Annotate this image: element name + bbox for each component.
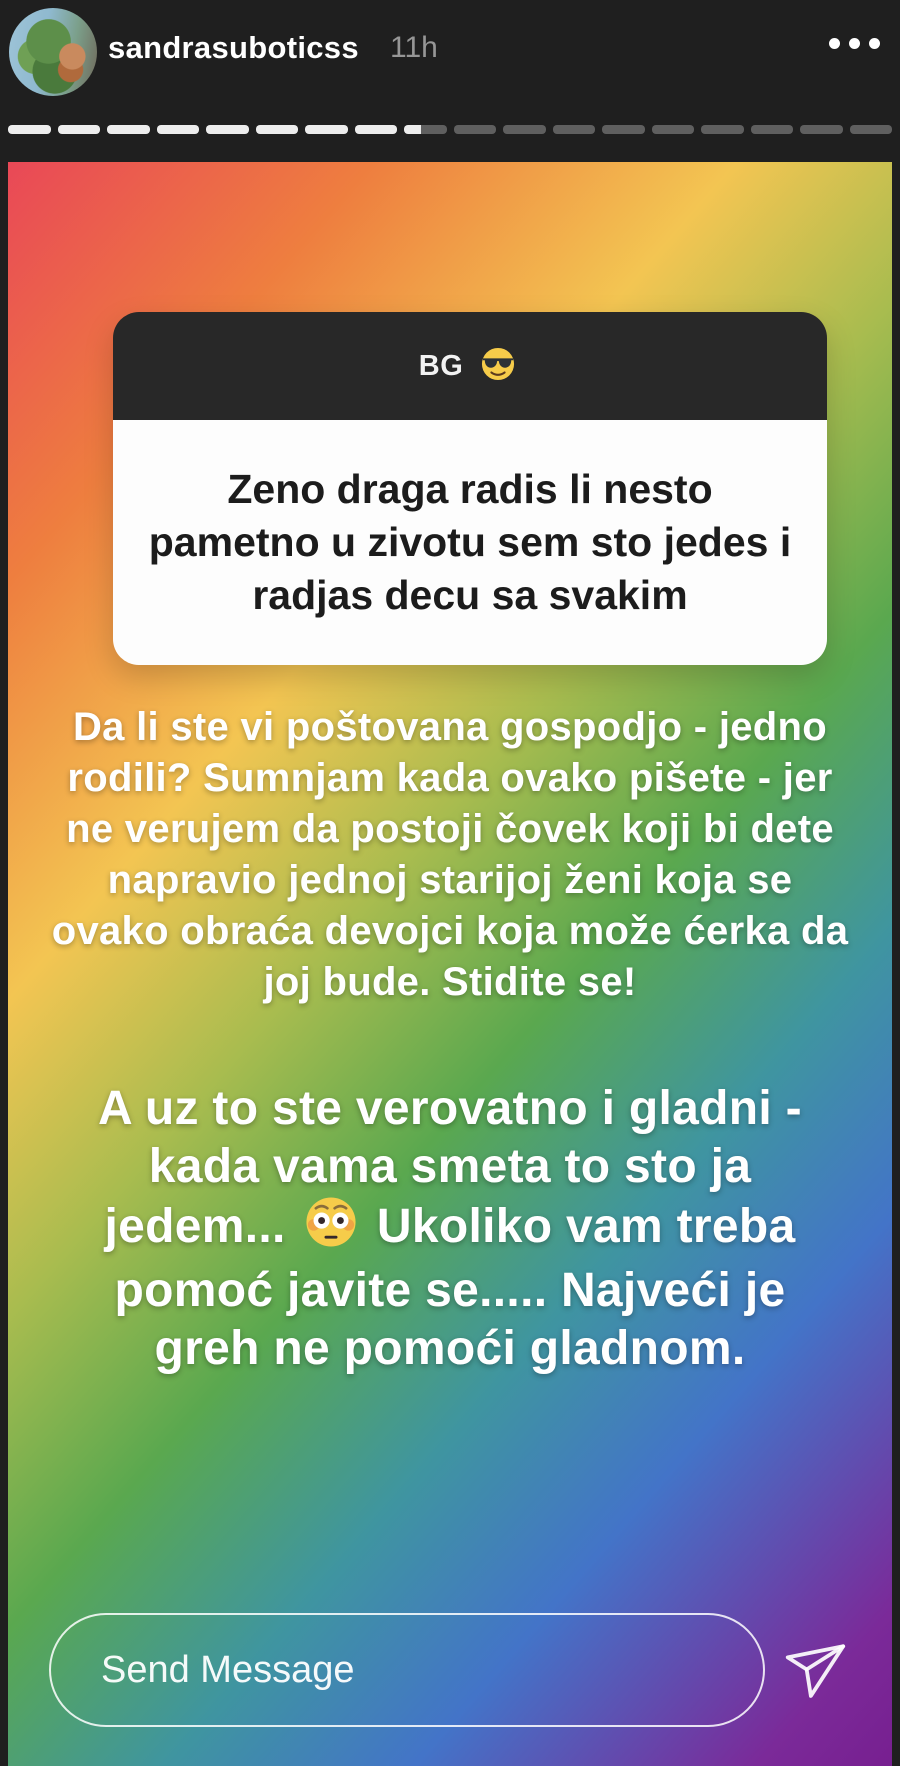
progress-segment	[355, 125, 398, 134]
paper-plane-icon	[777, 1634, 847, 1707]
send-message-input[interactable]	[49, 1613, 765, 1727]
progress-segment	[256, 125, 299, 134]
sunglasses-emoji-icon	[481, 347, 515, 386]
username[interactable]: sandrasuboticss	[108, 30, 359, 65]
story-viewport[interactable]	[8, 162, 892, 1766]
question-sticker-body	[113, 420, 827, 665]
progress-segment	[157, 125, 200, 134]
progress-segment	[305, 125, 348, 134]
progress-segment	[652, 125, 695, 134]
progress-segment	[503, 125, 546, 134]
progress-segment	[800, 125, 843, 134]
question-prompt-label: BG	[418, 349, 464, 382]
progress-segment	[553, 125, 596, 134]
flushed-emoji-icon	[305, 1196, 357, 1262]
direct-share-button[interactable]	[776, 1634, 848, 1706]
story-timestamp: 11h	[390, 31, 438, 64]
story-reply-text-1: Da li ste vi poštovana gospodjo - jedno rodili? Sumnjam kada ovako pišete - jer ne verujem da postoji čovek koji bi dete napravio jednoj starijoj ženi koja se ovako obraća devojci koja može ćerka da joj bude. Stidite se!	[51, 705, 849, 1004]
three-dots-menu-icon[interactable]	[829, 38, 880, 49]
question-text: Zeno draga radis li nesto pametno u zivotu sem sto jedes i radjas decu sa svakim	[148, 466, 792, 618]
question-sticker[interactable]	[113, 312, 827, 665]
progress-segment	[602, 125, 645, 134]
progress-segment	[701, 125, 744, 134]
progress-segment	[107, 125, 150, 134]
progress-segment	[8, 125, 51, 134]
progress-segment	[850, 125, 893, 134]
progress-segment	[751, 125, 794, 134]
progress-segment	[404, 125, 447, 134]
send-message-placeholder: Send Message	[101, 1648, 355, 1691]
progress-segment	[454, 125, 497, 134]
story-progress-bar	[8, 125, 892, 134]
progress-segment	[206, 125, 249, 134]
avatar[interactable]	[9, 8, 97, 96]
question-sticker-header	[113, 312, 827, 420]
progress-segment	[58, 125, 101, 134]
story-reply-text-2: A uz to ste verovatno i gladni - kada vama smeta to sto ja jedem... Ukoliko vam treba pomoć javite se..... Najveći je greh ne pomoći gladnom.	[98, 1082, 802, 1375]
story-header	[0, 0, 900, 120]
